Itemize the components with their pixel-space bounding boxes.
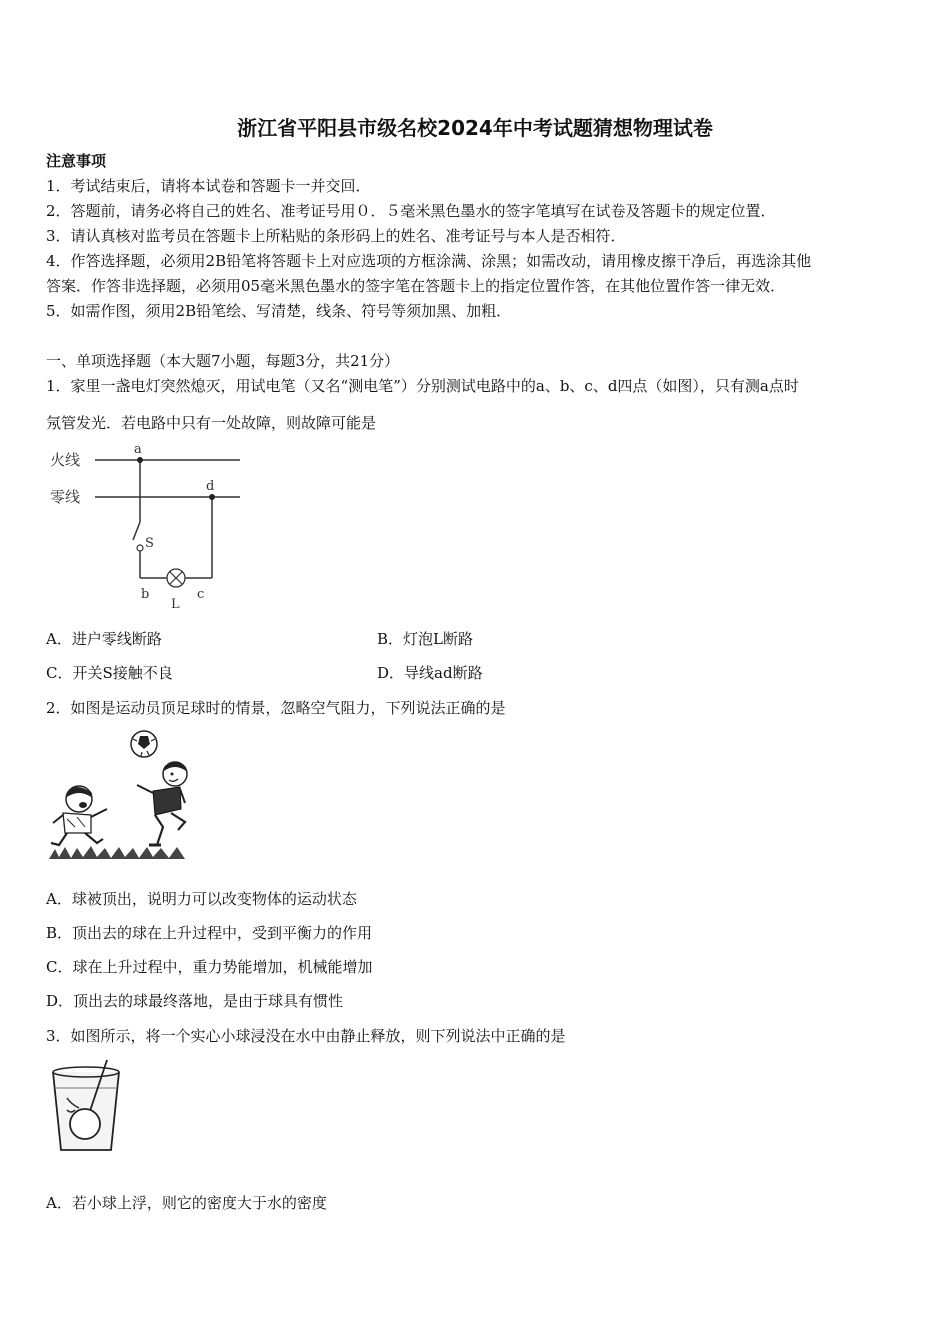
- beaker-ball-illustration: [45, 1058, 125, 1158]
- q1-option-d: D．导线ad断路: [377, 664, 483, 682]
- q1-option-a: A．进户零线断路: [46, 630, 162, 648]
- soccer-header-illustration: [45, 727, 190, 867]
- question-3-stem: 3．如图所示，将一个实心小球浸没在水中由静止释放，则下列说法中正确的是: [46, 1027, 566, 1045]
- point-c-label: c: [197, 587, 205, 602]
- q1-option-c: C．开关S接触不良: [46, 664, 173, 682]
- notice-item: 2．答题前，请务必将自己的姓名、准考证号用０．５毫米黑色墨水的签字笔填写在试卷及答题卡的规定位置．: [46, 202, 776, 220]
- q2-option-d: D．顶出去的球最终落地，是由于球具有惯性: [46, 992, 344, 1010]
- page-title: 浙江省平阳县市级名校2024年中考试题猜想物理试卷: [237, 116, 713, 140]
- question-1-stem-cont: 氖管发光．若电路中只有一处故障，则故障可能是: [46, 414, 377, 432]
- q2-option-b: B．顶出去的球在上升过程中，受到平衡力的作用: [46, 924, 373, 942]
- q1-option-b: B．灯泡L断路: [377, 630, 473, 648]
- switch-s-label: S: [145, 536, 154, 551]
- ball-icon: [70, 1109, 100, 1139]
- question-2-stem: 2．如图是运动员顶足球时的情景，忽略空气阻力，下列说法正确的是: [46, 699, 506, 717]
- lamp-l-label: L: [171, 597, 180, 612]
- notice-item: 3．请认真核对监考员在答题卡上所粘贴的条形码上的姓名、准考证号与本人是否相符．: [46, 227, 626, 245]
- circuit-diagram: [45, 440, 245, 615]
- neutral-wire-label: 零线: [50, 488, 81, 506]
- grass-ground: [49, 846, 185, 859]
- question-1-stem: 1．家里一盏电灯突然熄灭，用试电笔（又名“测电笔”）分别测试电路中的a、b、c、d四点（如图），只有测a点时: [46, 377, 799, 395]
- notice-heading: 注意事项: [46, 152, 107, 170]
- notice-item: 答案．作答非选择题，必须用05毫米黑色墨水的签字笔在答题卡上的指定位置作答，在其他位置作答一律无效．: [46, 277, 786, 295]
- section-heading: 一、单项选择题（本大题7小题，每题3分，共21分）: [46, 352, 400, 370]
- notice-item: 4．作答选择题，必须用2B铅笔将答题卡上对应选项的方框涂满、涂黑；如需改动，请用橡皮擦干净后，再选涂其他: [46, 252, 812, 270]
- point-a-label: a: [134, 442, 142, 457]
- notice-item: 1．考试结束后，请将本试卷和答题卡一并交回．: [46, 177, 371, 195]
- notice-item: 5．如需作图，须用2B铅笔绘、写清楚，线条、符号等须加黑、加粗．: [46, 302, 512, 320]
- player-right-figure: [137, 762, 187, 845]
- q2-option-c: C．球在上升过程中，重力势能增加，机械能增加: [46, 958, 373, 976]
- q2-option-a: A．球被顶出，说明力可以改变物体的运动状态: [46, 890, 357, 908]
- point-b-label: b: [141, 587, 150, 602]
- point-d-label: d: [206, 479, 215, 494]
- player-left-figure: [51, 786, 107, 845]
- q3-option-a: A．若小球上浮，则它的密度大于水的密度: [46, 1194, 327, 1212]
- soccer-ball-icon: [131, 731, 157, 757]
- live-wire-label: 火线: [50, 451, 81, 469]
